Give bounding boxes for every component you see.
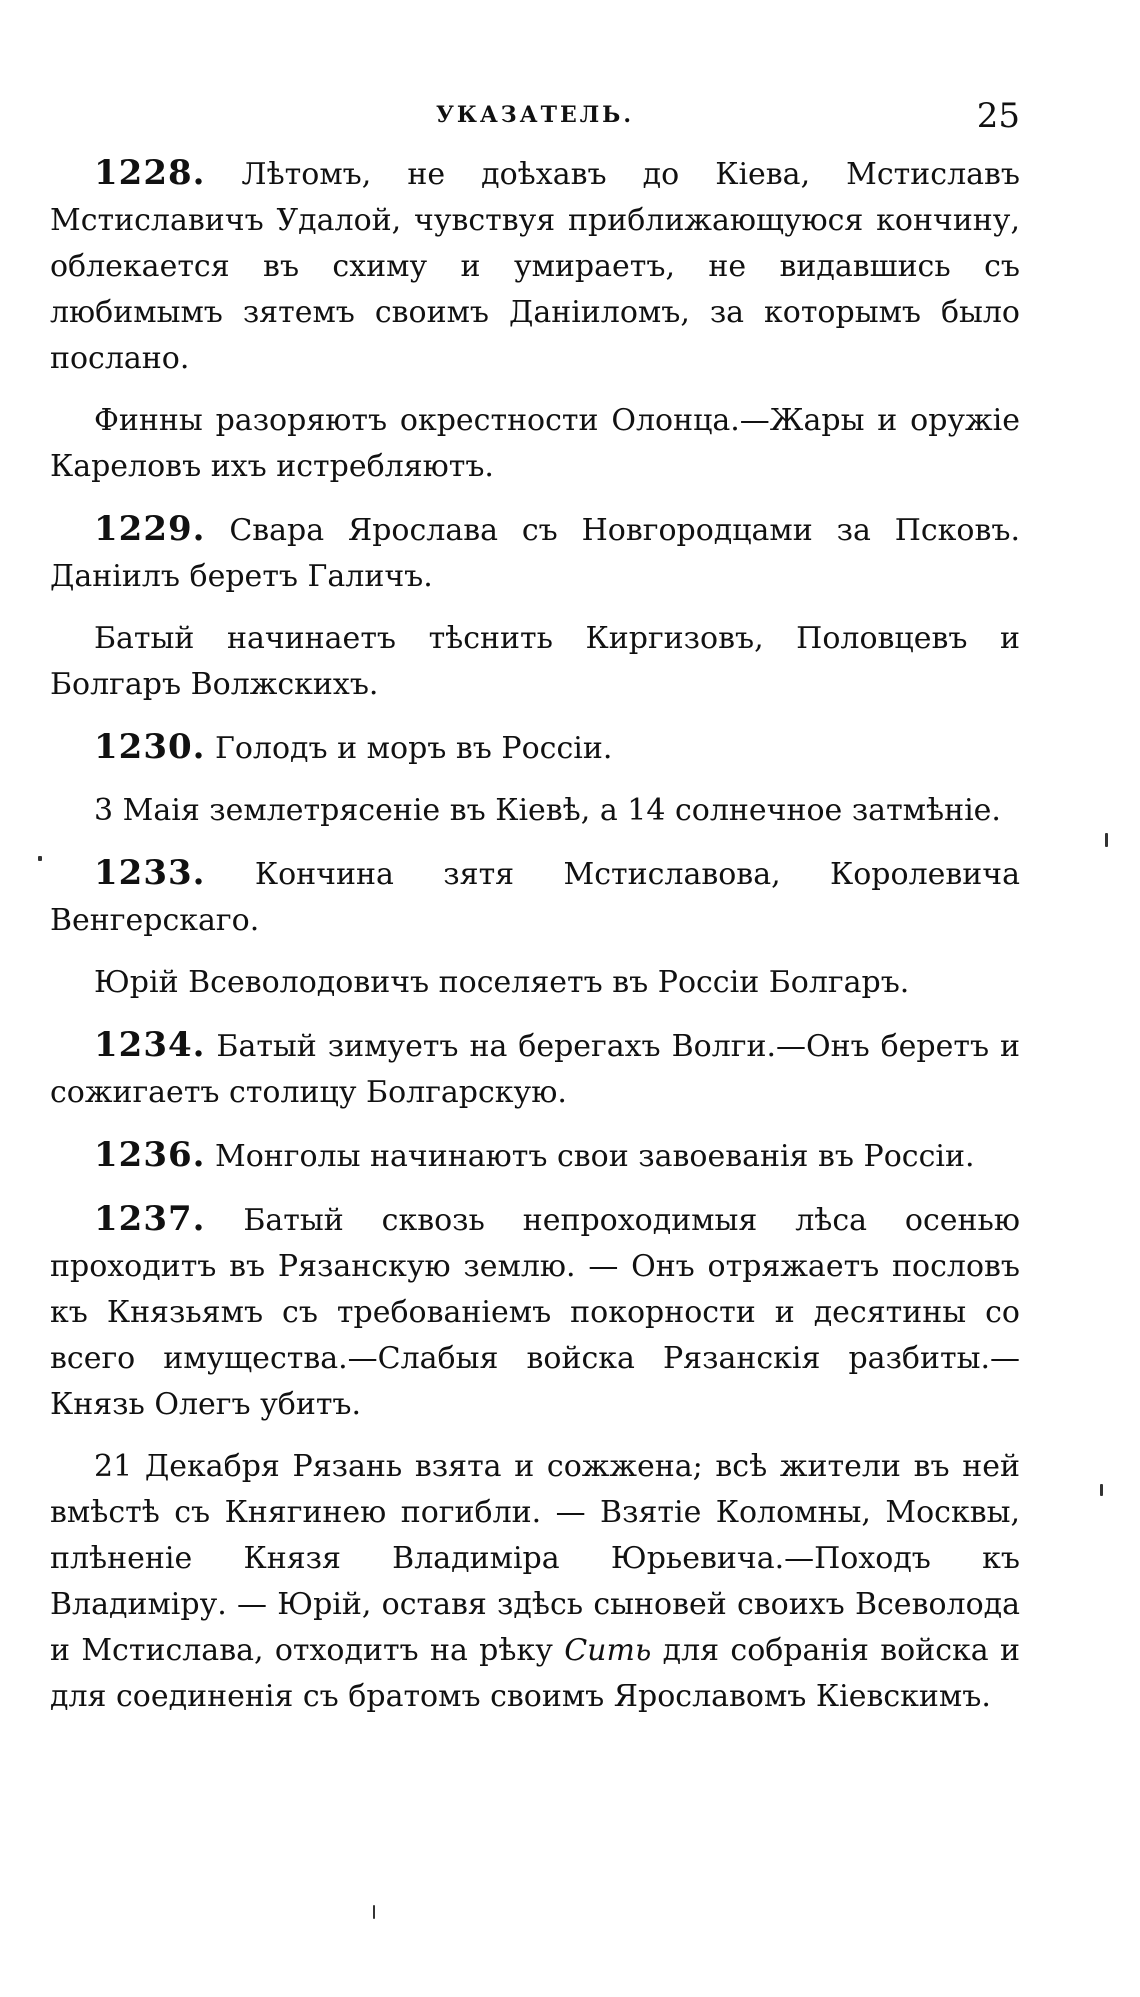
entry-text: Юрій Всеволодовичъ поселяетъ въ Россіи Болгаръ. xyxy=(94,965,910,1000)
entry-note xyxy=(50,960,1020,1006)
entry-1236 xyxy=(50,1132,1020,1180)
scan-speck xyxy=(1100,1484,1103,1496)
text-body xyxy=(50,150,1020,1736)
entry-1237 xyxy=(50,1196,1020,1428)
entry-text: Батый сквозь непроходимыя лѣса осенью проходитъ въ Рязанскую землю. — Онъ отряжаетъ пословъ къ Князьямъ съ требованіемъ покорности и десятины со всего имущества.—Слабыя войска Рязанскія разбиты.—Князь Олегъ убитъ. xyxy=(50,1203,1020,1422)
entry-text: 3 Маія землетрясеніе въ Кіевѣ, а 14 солнечное затмѣніе. xyxy=(94,793,1001,828)
entry-text: 21 Декабря Рязань взята и сожжена; всѣ жители въ ней вмѣстѣ съ Княгинею погибли. — Взятіе Коломны, Москвы, плѣненіе Князя Владиміра Юрьевича.—Походъ къ Владиміру. — Юрій, оставя здѣсь сыновей своихъ Всеволода и Мстислава, отходитъ на рѣку xyxy=(50,1449,1020,1668)
river-name: Сить xyxy=(564,1633,652,1668)
scan-speck xyxy=(373,1905,375,1919)
entry-text: Финны разоряютъ окрестности Олонца.—Жары и оружіе Кареловъ ихъ истребляютъ. xyxy=(50,403,1020,484)
entry-1228 xyxy=(50,150,1020,382)
scan-speck xyxy=(38,856,42,861)
entry-1234 xyxy=(50,1022,1020,1116)
year-label: 1234. xyxy=(94,1025,206,1065)
page-header xyxy=(50,96,1020,136)
entry-text: Батый зимуетъ на берегахъ Волги.—Онъ беретъ и сожигаетъ столицу Болгарскую. xyxy=(50,1029,1020,1110)
running-head: УКАЗАТЕЛЬ. xyxy=(436,102,634,128)
year-label: 1230. xyxy=(94,727,206,767)
entry-1230 xyxy=(50,724,1020,772)
entry-note xyxy=(50,616,1020,708)
entry-text: Голодъ и моръ въ Россіи. xyxy=(205,731,613,766)
entry-text: для собранія войска и для соединенія съ братомъ своимъ Ярославомъ Кіевскимъ. xyxy=(50,1633,1020,1714)
entry-note xyxy=(50,398,1020,490)
entry-text: Свара Ярослава съ Новгородцами за Псковъ. Даніилъ беретъ Галичъ. xyxy=(50,513,1020,594)
page-number: 25 xyxy=(976,96,1020,136)
entry-text: Лѣтомъ, не доѣхавъ до Кіева, Мстиславъ Мстиславичъ Удалой, чувствуя приближающуюся кончину, облекается въ схиму и умираетъ, не видавшись съ любимымъ зятемъ своимъ Даніиломъ, за которымъ было послано. xyxy=(50,157,1020,376)
entry-1229 xyxy=(50,506,1020,600)
entry-note xyxy=(50,788,1020,834)
entry-note xyxy=(50,1444,1020,1720)
entry-text: Монголы начинаютъ свои завоеванія въ Россіи. xyxy=(205,1139,975,1174)
year-label: 1237. xyxy=(94,1199,206,1239)
year-label: 1229. xyxy=(94,509,206,549)
entry-text: Кончина зятя Мстиславова, Королевича Венгерскаго. xyxy=(50,857,1020,938)
year-label: 1228. xyxy=(94,153,206,193)
year-label: 1233. xyxy=(94,853,206,893)
scan-speck xyxy=(1105,833,1108,847)
entry-text: Батый начинаетъ тѣснить Киргизовъ, Половцевъ и Болгаръ Волжскихъ. xyxy=(50,621,1020,702)
entry-1233 xyxy=(50,850,1020,944)
year-label: 1236. xyxy=(94,1135,206,1175)
